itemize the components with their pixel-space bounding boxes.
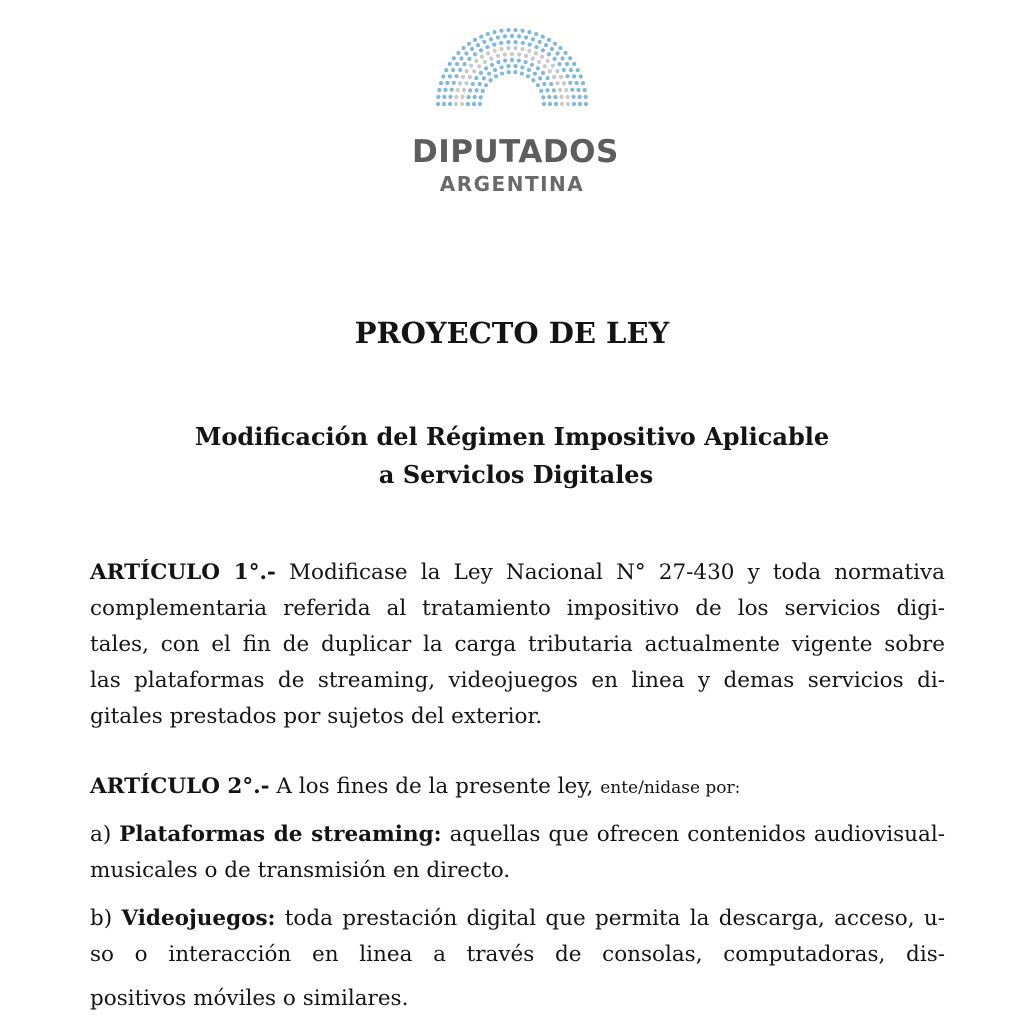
logo-dot <box>460 95 464 99</box>
logo-dot <box>536 83 540 87</box>
logo-dot <box>513 70 517 74</box>
logo-dot <box>479 71 483 75</box>
logo-dot <box>542 102 546 106</box>
logo-dot <box>472 69 476 73</box>
item-b-text: toda prestación digital que permita la descarga, acceso, u- <box>284 906 945 931</box>
logo-dot <box>486 32 490 36</box>
logo-dot <box>458 81 462 85</box>
logo-dot <box>451 68 455 72</box>
logo-dot <box>506 40 510 44</box>
logo-dot <box>489 37 493 41</box>
logo-dot <box>524 60 528 64</box>
logo-dot <box>538 76 542 80</box>
logo-dot <box>537 60 541 64</box>
logo-dot <box>548 69 552 73</box>
logo-dot <box>520 47 524 51</box>
logo-dot <box>575 81 579 85</box>
logo-dot <box>510 34 514 38</box>
logo-dot <box>452 56 456 60</box>
logo-dot <box>499 29 503 33</box>
logo-dot <box>513 28 517 32</box>
article-2-item-b-line: positivos móviles o similares. <box>90 986 409 1011</box>
document-subtitle-line-2: a Serviclos Digitales <box>378 460 654 489</box>
logo-dot <box>568 81 572 85</box>
item-b-marker: b) <box>90 906 113 931</box>
logo-dot <box>546 76 550 80</box>
congress-hemicycle-icon <box>436 22 588 108</box>
logo-dot <box>584 102 588 106</box>
logo-dot <box>563 51 567 55</box>
logo-dot <box>540 55 544 59</box>
logo-dot <box>506 64 510 68</box>
logo-dot <box>476 43 480 47</box>
logo-dot <box>466 102 470 106</box>
logo-dot <box>494 74 498 78</box>
logo-dot <box>533 72 537 76</box>
logo-dot <box>445 81 449 85</box>
logo-dot <box>531 78 535 82</box>
logo-dot <box>565 74 569 78</box>
logo-country: ARGENTINA <box>439 172 585 196</box>
article-2-item-a <box>90 820 945 850</box>
logo-dot <box>448 74 452 78</box>
logo-dot <box>503 34 507 38</box>
logo-dot <box>484 83 488 87</box>
document-title: PROYECTO DE LEY <box>354 316 670 350</box>
logo-dot <box>541 35 545 39</box>
logo-dot <box>479 48 483 52</box>
logo-dot <box>469 64 473 68</box>
logo-dot <box>455 62 459 66</box>
article-1-line: complementaria referida al tratamiento impositivo de los servicios digi- <box>90 596 945 621</box>
logo-dot <box>478 82 482 86</box>
logo-dot <box>559 95 563 99</box>
logo-dot <box>448 95 452 99</box>
logo-dot <box>527 68 531 72</box>
logo-dot <box>471 82 475 86</box>
article-2-item-b-line: so o interacción en linea a través de consolas, computadoras, dis- <box>90 942 945 967</box>
logo-dot <box>579 74 583 78</box>
logo-dot <box>554 102 558 106</box>
logo-dot <box>553 42 557 46</box>
logo-dot <box>458 68 462 72</box>
logo-dot <box>524 54 528 58</box>
diputados-logo <box>412 22 619 196</box>
logo-dot <box>571 95 575 99</box>
logo-dot <box>474 76 478 80</box>
logo-dot <box>444 68 448 72</box>
article-2-heading: ARTÍCULO 2°.- <box>90 774 270 799</box>
logo-dot <box>503 58 507 62</box>
item-a-term: Plataformas de streaming: <box>119 822 442 847</box>
logo-dot <box>562 68 566 72</box>
logo-dot <box>487 72 491 76</box>
logo-dot <box>456 88 460 92</box>
logo-dot <box>480 55 484 59</box>
logo-dot <box>547 95 551 99</box>
logo-dot <box>569 68 573 72</box>
logo-dot <box>541 95 545 99</box>
logo-dot <box>467 42 471 46</box>
logo-dot <box>576 68 580 72</box>
logo-dot <box>448 102 452 106</box>
logo-dot <box>464 51 468 55</box>
article-2-intro-small: ente/nidase por: <box>600 778 741 798</box>
logo-dot <box>531 37 535 41</box>
logo-dot <box>442 95 446 99</box>
logo-dot <box>485 45 489 49</box>
logo-dot <box>468 75 472 79</box>
logo-dot <box>489 56 493 60</box>
logo-dot <box>548 102 552 106</box>
logo-dot <box>483 60 487 64</box>
item-a-marker: a) <box>90 822 112 847</box>
logo-dot <box>572 74 576 78</box>
logo-dot <box>521 41 525 45</box>
logo-dot <box>448 62 452 66</box>
logo-dot <box>517 34 521 38</box>
logo-dot <box>454 95 458 99</box>
logo-dot <box>493 49 497 53</box>
logo-dot <box>552 57 556 61</box>
logo-dot <box>547 38 551 42</box>
logo-dot <box>468 88 472 92</box>
logo-dot <box>486 51 490 55</box>
logo-dot <box>513 64 517 68</box>
article-1-line: las plataformas de streaming, videojuegos en linea y demas servicios di- <box>90 668 945 693</box>
logo-dot <box>506 28 510 32</box>
logo-dot <box>555 51 559 55</box>
logo-dot <box>496 54 500 58</box>
logo-dot <box>462 88 466 92</box>
logo-dot <box>547 52 551 56</box>
logo-dot <box>499 47 503 51</box>
logo-dot <box>566 102 570 106</box>
logo-dot <box>473 52 477 56</box>
logo-dot <box>488 78 492 82</box>
logo-dot <box>503 52 507 56</box>
logo-dot <box>441 74 445 78</box>
logo-dot <box>534 45 538 49</box>
logo-dot <box>534 32 538 36</box>
logo-dot <box>562 81 566 85</box>
logo-dot <box>454 74 458 78</box>
logo-dot <box>558 88 562 92</box>
logo-dot <box>520 65 524 69</box>
logo-dot <box>496 35 500 39</box>
logo-dot <box>467 57 471 61</box>
logo-dot <box>436 102 440 106</box>
logo-dot <box>510 52 514 56</box>
logo-dot <box>460 102 464 106</box>
logo-dot <box>478 102 482 106</box>
logo-dot <box>552 88 556 92</box>
logo-dot <box>466 95 470 99</box>
logo-dot <box>520 29 524 33</box>
logo-dot <box>507 70 511 74</box>
logo-dot <box>484 66 488 70</box>
logo-dot <box>550 47 554 51</box>
logo-dot <box>436 95 440 99</box>
logo-dot <box>454 102 458 106</box>
logo-dot <box>552 75 556 79</box>
logo-dot <box>527 49 531 53</box>
logo-dot <box>543 64 547 68</box>
logo-dot <box>493 68 497 72</box>
logo-dot <box>465 69 469 73</box>
logo-dot <box>437 88 441 92</box>
item-b-term: Videojuegos: <box>121 906 276 931</box>
logo-dot <box>482 76 486 80</box>
logo-dot <box>456 51 460 55</box>
logo-dot <box>499 41 503 45</box>
logo-dot <box>572 62 576 66</box>
logo-dot <box>564 88 568 92</box>
logo-dot <box>551 64 555 68</box>
logo-dot <box>555 81 559 85</box>
logo-dot <box>506 46 510 50</box>
logo-dot <box>500 71 504 75</box>
logo-dot <box>520 71 524 75</box>
logo-dot <box>459 56 463 60</box>
logo-dot <box>565 62 569 66</box>
logo-dot <box>528 43 532 47</box>
logo-dot <box>490 63 494 67</box>
logo-dot <box>473 38 477 42</box>
logo-dot <box>514 40 518 44</box>
logo-dot <box>479 95 483 99</box>
logo-dot <box>553 95 557 99</box>
logo-dot <box>496 60 500 64</box>
logo-dot <box>539 89 543 93</box>
logo-dot <box>513 46 517 50</box>
logo-dot <box>517 52 521 56</box>
article-2-item-a-line: musicales o de transmisión en directo. <box>90 858 511 883</box>
logo-dot <box>530 63 534 67</box>
logo-dot <box>560 56 564 60</box>
logo-dot <box>544 43 548 47</box>
logo-dot <box>545 88 549 92</box>
document-subtitle-line-1: Modificación del Régimen Impositivo Aplicable <box>194 422 830 451</box>
logo-dot <box>474 88 478 92</box>
logo-dot <box>500 65 504 69</box>
logo-dot <box>559 75 563 79</box>
logo-dot <box>517 58 521 62</box>
logo-dot <box>583 88 587 92</box>
logo-dot <box>510 58 514 62</box>
logo-dot <box>578 95 582 99</box>
logo-dot <box>542 82 546 86</box>
logo-dot <box>581 81 585 85</box>
logo-dot <box>536 66 540 70</box>
logo-dot <box>524 35 528 39</box>
logo-dot <box>481 89 485 93</box>
logo-dot <box>527 30 531 34</box>
article-1-text: Modificase la Ley Nacional N° 27-430 y toda normativa <box>289 560 945 585</box>
logo-dot <box>461 46 465 50</box>
logo-dot <box>452 81 456 85</box>
logo-dot <box>492 43 496 47</box>
logo-dot <box>473 95 477 99</box>
logo-dot <box>565 95 569 99</box>
logo-dot <box>558 46 562 50</box>
logo-dot <box>492 30 496 34</box>
logo-dot <box>442 102 446 106</box>
logo-dot <box>461 75 465 79</box>
logo-dot <box>482 40 486 44</box>
logo-dot <box>555 69 559 73</box>
logo-dot <box>546 59 550 63</box>
logo-dot <box>462 62 466 66</box>
logo-dot <box>479 35 483 39</box>
logo-dot <box>560 102 564 106</box>
article-1-heading: ARTÍCULO 1°.- <box>90 560 276 585</box>
logo-dot <box>568 56 572 60</box>
article-2-intro <box>90 772 945 803</box>
logo-dot <box>526 74 530 78</box>
logo-dot <box>450 88 454 92</box>
logo-dot <box>534 51 538 55</box>
article-2-item-b <box>90 904 945 934</box>
logo-dot <box>477 64 481 68</box>
logo-dot <box>472 102 476 106</box>
logo-dot <box>584 95 588 99</box>
logo-dot <box>549 82 553 86</box>
logo-dot <box>572 102 576 106</box>
logo-dot <box>557 62 561 66</box>
article-1-line: gitales prestados por sujetos del exterior. <box>90 704 543 729</box>
item-a-text: aquellas que ofrecen contenidos audiovisual- <box>449 822 945 847</box>
logo-dot <box>570 88 574 92</box>
article-1-line <box>90 558 945 588</box>
logo-dot <box>439 81 443 85</box>
logo-dot <box>474 59 478 63</box>
article-2-intro-text: A los fines de la presente ley, <box>276 774 594 799</box>
logo-dot <box>576 88 580 92</box>
logo-dot <box>443 88 447 92</box>
logo-dot <box>531 56 535 60</box>
logo-dot <box>578 102 582 106</box>
article-1-line: tales, con el fin de duplicar la carga tributaria actualmente vigente sobre <box>90 632 945 657</box>
logo-dot <box>541 48 545 52</box>
logo-dot <box>470 47 474 51</box>
logo-name: DIPUTADOS <box>412 134 619 170</box>
logo-dot <box>538 40 542 44</box>
logo-dot <box>541 71 545 75</box>
logo-dot <box>464 81 468 85</box>
